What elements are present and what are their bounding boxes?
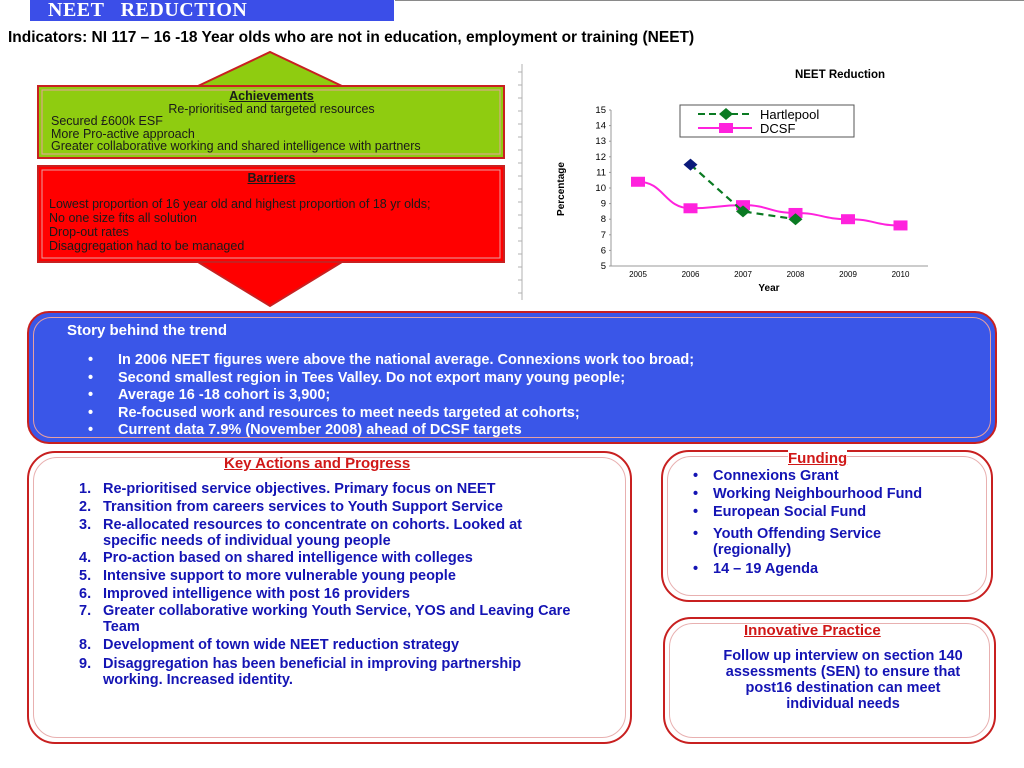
funding-item-text: Working Neighbourhood Fund	[713, 486, 923, 502]
legend-dcsf-marker	[719, 123, 733, 133]
key-action-text: Transition from careers services to Youth Support Service	[103, 499, 503, 515]
chart-x-axis-label: Year	[758, 283, 780, 294]
story-item-text: In 2006 NEET figures were above the national average. Connexions work too broad;	[118, 352, 695, 368]
story-item	[88, 422, 694, 440]
innovative-practice-text: Follow up interview on section 140 assessments (SEN) to ensure that post16 destination can meet individual needs	[723, 648, 963, 712]
up-arrow-head	[198, 52, 342, 88]
bullet-icon: •	[693, 526, 699, 542]
achievement-item: Greater collaborative working and shared intelligence with partners	[51, 139, 421, 153]
barrier-item: Lowest proportion of 16 year old and highest proportion of 18 yr olds;	[49, 197, 431, 211]
key-action-number: 1.	[79, 481, 92, 497]
story-item	[88, 352, 694, 370]
story-item	[88, 387, 694, 405]
chart-y-axis-label: Percentage	[556, 162, 567, 216]
down-arrow	[198, 262, 342, 306]
chart-x-tick-label: 2005	[629, 270, 647, 279]
barriers-title: Barriers	[247, 171, 296, 185]
achievements-title: Achievements	[229, 89, 314, 103]
bullet-icon: •	[88, 369, 94, 386]
indicators-heading: Indicators: NI 117 – 16 -18 Year olds who are not in education, employment or training (NEET)	[8, 29, 695, 46]
chart-y-tick-label: 11	[596, 167, 606, 179]
dcsf-data-point	[684, 203, 698, 213]
story-item-text: Second smallest region in Tees Valley. Do not export many young people;	[118, 369, 626, 386]
story-item-text: Re-focused work and resources to meet needs targeted at cohorts;	[118, 404, 580, 421]
bullet-icon: •	[693, 486, 699, 502]
key-action-number: 6.	[79, 586, 92, 602]
funding-item-text: 14 – 19 Agenda	[713, 561, 819, 577]
chart-y-tick-label: 12	[595, 151, 606, 163]
key-actions-title: Key Actions and Progress	[224, 455, 411, 472]
key-action-number: 8.	[79, 637, 92, 653]
bullet-icon: •	[88, 387, 94, 403]
chart-y-tick-label: 14	[595, 120, 606, 132]
key-action-number: 5.	[79, 568, 92, 584]
bullet-icon: •	[88, 404, 94, 421]
barrier-item: Disaggregation had to be managed	[49, 239, 245, 253]
chart-x-tick-label: 2006	[681, 270, 700, 279]
funding-item-text: Connexions Grant	[713, 468, 839, 484]
story-item	[88, 370, 694, 388]
slide-title: NEET REDUCTION	[48, 0, 248, 21]
story-item-text: Current data 7.9% (November 2008) ahead of DCSF targets	[118, 422, 522, 438]
funding-item-text: European Social Fund	[713, 504, 867, 520]
key-action-text: Development of town wide NEET reduction strategy	[103, 637, 460, 653]
key-action-text: Re-allocated resources to concentrate on cohorts. Looked at specific needs of individual young people	[103, 517, 522, 549]
dcsf-data-point	[841, 214, 855, 224]
chart-y-tick-label: 9	[600, 198, 606, 210]
story-list	[88, 352, 694, 440]
bullet-icon: •	[88, 422, 94, 438]
achievements-subtitle: Re-prioritised and targeted resources	[168, 101, 375, 116]
bullet-icon: •	[693, 468, 699, 484]
funding-title: Funding	[788, 450, 848, 467]
chart-y-tick-label: 15	[595, 105, 606, 116]
dcsf-series-line	[638, 182, 901, 226]
title-bar	[0, 0, 1024, 22]
story-item	[88, 405, 694, 423]
key-action-number: 2.	[79, 499, 92, 515]
key-action-text: Re-prioritised service objectives. Primary focus on NEET	[103, 481, 496, 497]
achievement-item: More Pro-active approach	[51, 126, 195, 141]
dcsf-data-point	[894, 220, 908, 230]
chart-title: NEET Reduction	[794, 69, 886, 81]
title-rule	[395, 0, 1024, 1]
chart-y-tick-label: 13	[595, 136, 606, 148]
chart-y-tick-label: 6	[600, 245, 606, 257]
achievements-text	[40, 86, 503, 156]
key-action-text: Improved intelligence with post 16 providers	[103, 586, 410, 602]
bullet-icon: •	[88, 352, 94, 368]
chart-y-tick-label: 10	[595, 183, 606, 194]
legend-hartlepool-label: Hartlepool	[760, 107, 820, 122]
key-action-number: 3.	[79, 517, 92, 533]
legend-dcsf-label: DCSF	[760, 121, 796, 136]
chart-y-tick-label: 8	[600, 214, 606, 226]
key-action-text: Disaggregation has been beneficial in improving partnership working. Increased identity.	[103, 656, 522, 688]
barrier-item: Drop-out rates	[49, 225, 129, 239]
chart-x-tick-label: 2009	[839, 270, 857, 279]
chart-x-tick-label: 2008	[786, 270, 805, 279]
innovative-practice-title: Innovative Practice	[744, 622, 881, 639]
bullet-icon: •	[693, 561, 699, 577]
story-title: Story behind the trend	[67, 322, 228, 339]
barriers-text	[38, 168, 505, 260]
key-action-text: Intensive support to more vulnerable young people	[103, 568, 456, 584]
key-action-number: 7.	[79, 603, 92, 619]
chart-x-tick-label: 2007	[734, 270, 752, 279]
chart-legend	[680, 105, 854, 137]
neet-reduction-chart	[518, 62, 928, 302]
key-action-number: 4.	[79, 550, 92, 566]
bullet-icon: •	[693, 504, 699, 520]
dcsf-data-point	[631, 177, 645, 187]
achievement-item: Secured £600k ESF	[51, 114, 163, 128]
key-action-number: 9.	[79, 656, 92, 672]
barrier-item: No one size fits all solution	[49, 211, 197, 225]
chart-x-tick-label: 2010	[891, 270, 910, 279]
story-item-text: Average 16 -18 cohort is 3,900;	[118, 387, 331, 403]
key-action-text: Greater collaborative working Youth Service, YOS and Leaving Care Team	[103, 603, 571, 635]
chart-y-tick-label: 7	[600, 229, 606, 241]
funding-item-text: Youth Offending Service (regionally)	[713, 526, 882, 558]
chart-y-tick-label: 5	[600, 261, 606, 272]
key-action-text: Pro-action based on shared intelligence with colleges	[103, 550, 473, 566]
